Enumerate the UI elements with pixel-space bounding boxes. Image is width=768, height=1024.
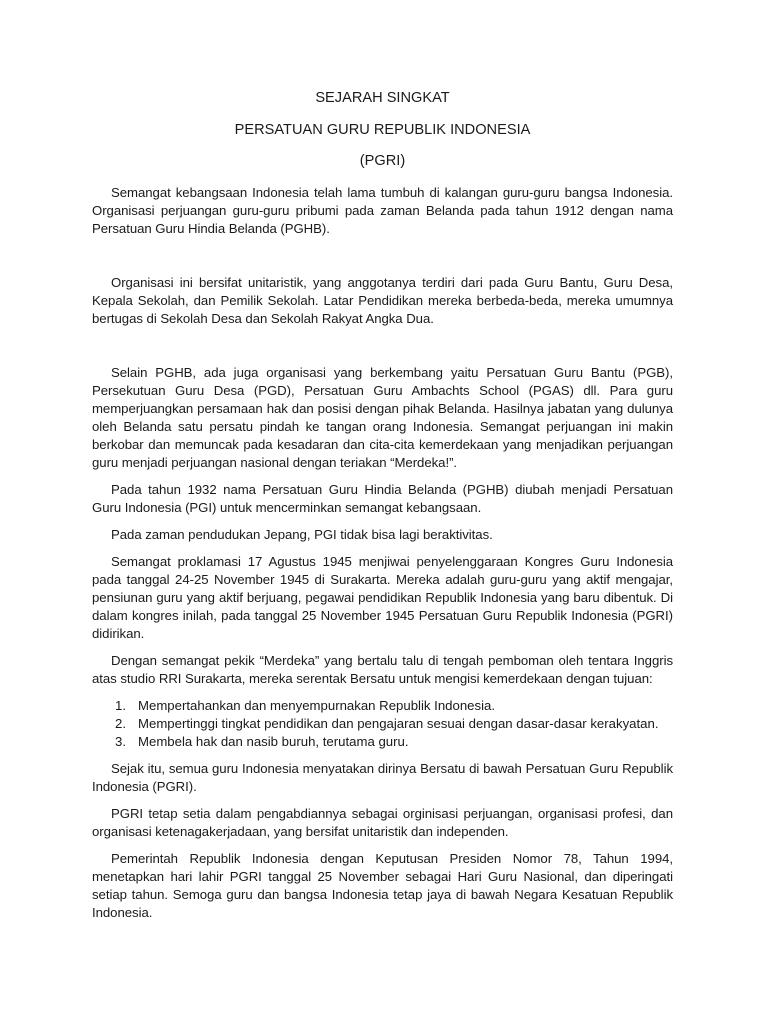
list-number: 2.: [115, 716, 126, 731]
document-body: [92, 184, 673, 931]
list-item: [92, 733, 673, 751]
list-number: 3.: [115, 734, 126, 749]
list-item-text: Mempertinggi tingkat pendidikan dan pengajaran sesuai dengan dasar-dasar kerakyatan.: [138, 716, 659, 731]
paragraph: Pemerintah Republik Indonesia dengan Keputusan Presiden Nomor 78, Tahun 1994, menetapkan hari lahir PGRI tanggal 25 November sebagai Hari Guru Nasional, dan diperingati setiap tahun. Semoga guru dan bangsa Indonesia tetap jaya di bawah Negara Kesatuan Republik Indonesia.: [92, 851, 673, 920]
title-line-1: SEJARAH SINGKAT: [315, 90, 450, 106]
title-line-3: (PGRI): [359, 153, 406, 169]
list-item-text: Membela hak dan nasib buruh, terutama guru.: [138, 734, 409, 749]
paragraph: Semangat kebangsaan Indonesia telah lama tumbuh di kalangan guru-guru bangsa Indonesia. Organisasi perjuangan guru-guru pribumi pada zaman Belanda pada tahun 1912 dengan nama Persatuan Guru Hindia Belanda (PGHB).: [92, 185, 673, 236]
list-number: 1.: [115, 698, 126, 713]
paragraph: Pada zaman pendudukan Jepang, PGI tidak bisa lagi beraktivitas.: [111, 527, 493, 542]
goals-list: [92, 697, 673, 751]
paragraph: Selain PGHB, ada juga organisasi yang berkembang yaitu Persatuan Guru Bantu (PGB), Persekutuan Guru Desa (PGD), Persatuan Guru Ambachts School (PGAS) dll. Para guru memperjuangkan persamaan hak dan posisi dengan pihak Belanda. Hasilnya jabatan yang dulunya oleh Belanda satu persatu pindah ke tangan orang Indonesia. Semangat perjuangan ini makin berkobar dan memuncak pada kesadaran dan cita-cita kemerdekaan yang menjadikan perjuangan guru menjadi perjuangan nasional dengan teriakan “Merdeka!”.: [92, 365, 673, 470]
paragraph: Pada tahun 1932 nama Persatuan Guru Hindia Belanda (PGHB) diubah menjadi Persatuan Guru Indonesia (PGI) untuk mencerminkan semangat kebangsaan.: [92, 482, 673, 515]
paragraph: Semangat proklamasi 17 Agustus 1945 menjiwai penyelenggaraan Kongres Guru Indonesia pada tanggal 24-25 November 1945 di Surakarta. Mereka adalah guru-guru yang aktif mengajar, pensiunan guru yang aktif berjuang, pegawai pendidikan Republik Indonesia yang baru dibentuk. Di dalam kongres inilah, pada tanggal 25 November 1945 Persatuan Guru Republik Indonesia (PGRI) didirikan.: [92, 554, 673, 641]
list-item-text: Mempertahankan dan menyempurnakan Republik Indonesia.: [138, 698, 496, 713]
paragraph: PGRI tetap setia dalam pengabdiannya sebagai orginisasi perjuangan, organisasi profesi, dan organisasi ketenagakerjadaan, yang bersifat unitaristik dan independen.: [92, 806, 673, 839]
paragraph: Sejak itu, semua guru Indonesia menyatakan dirinya Bersatu di bawah Persatuan Guru Republik Indonesia (PGRI).: [92, 761, 673, 794]
list-item: [92, 715, 673, 733]
title-line-2: PERSATUAN GURU REPUBLIK INDONESIA: [234, 122, 531, 138]
list-item: [92, 697, 673, 715]
paragraph: Organisasi ini bersifat unitaristik, yang anggotanya terdiri dari pada Guru Bantu, Guru Desa, Kepala Sekolah, dan Pemilik Sekolah. Latar Pendidikan mereka berbeda-beda, mereka umumnya bertugas di Sekolah Desa dan Sekolah Rakyat Angka Dua.: [92, 275, 673, 326]
paragraph: Dengan semangat pekik “Merdeka” yang bertalu talu di tengah pemboman oleh tentara Inggris atas studio RRI Surakarta, mereka serentak Bersatu untuk mengisi kemerdekaan dengan tujuan:: [92, 653, 673, 686]
